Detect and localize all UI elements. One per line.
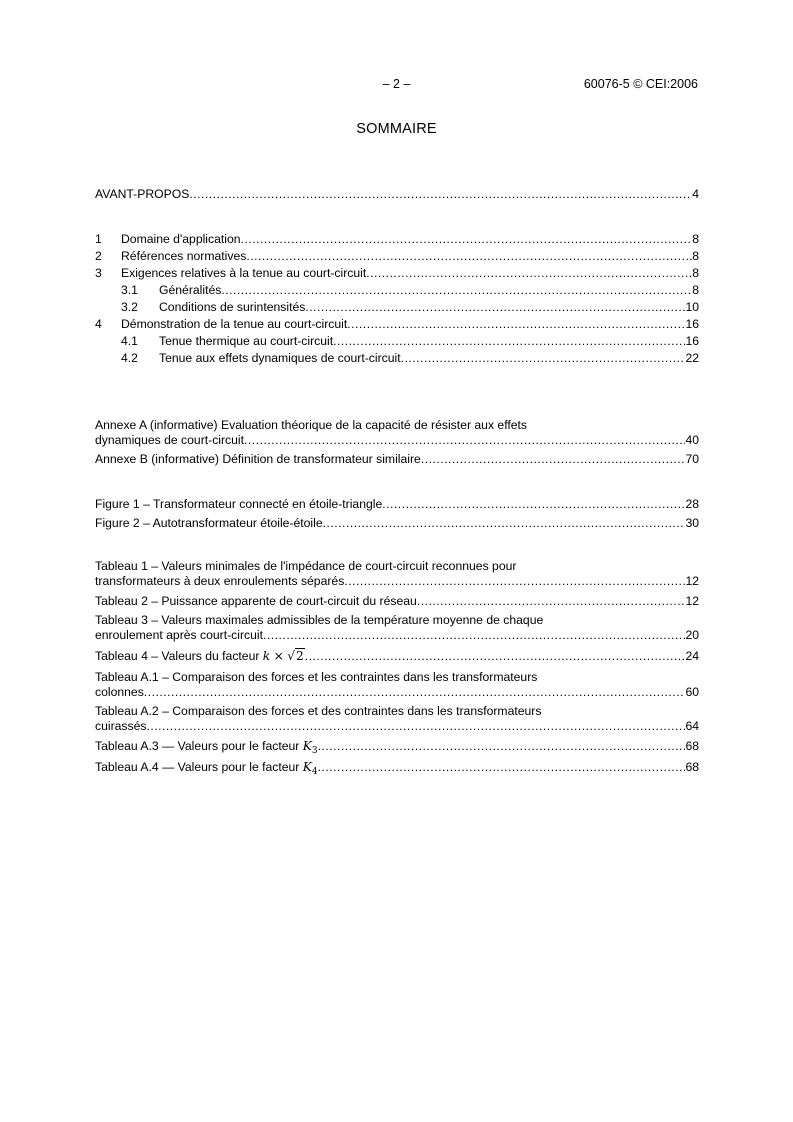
toc-entry-label: Figure 2 – Autotransformateur étoile-étoile (95, 516, 323, 530)
toc-entry-label: Figure 1 – Transformateur connecté en étoile-triangle (95, 497, 383, 511)
toc-page-number: 16 (685, 334, 699, 348)
toc-entry-section-3-1[interactable] (95, 282, 699, 299)
leader-dots (246, 248, 692, 264)
page-header (0, 77, 793, 93)
toc-page-number: 12 (685, 594, 699, 608)
section-number: 2 (95, 249, 102, 263)
toc-entry-table-4[interactable] (95, 648, 699, 667)
toc-tables-block (95, 559, 699, 778)
toc-entry-table-3[interactable] (95, 613, 699, 644)
toc-entry-table-1[interactable] (95, 559, 699, 590)
toc-entry-annex-b[interactable] (95, 451, 699, 468)
leader-dots (382, 496, 685, 512)
toc-entry-label: Exigences relatives à la tenue au court-circuit (121, 266, 367, 280)
math-two: 2 (295, 649, 304, 663)
toc-page-number: 68 (685, 739, 699, 753)
toc-page-number: 10 (685, 300, 699, 314)
toc-page-number: 30 (685, 516, 699, 530)
toc-entry-table-a4[interactable] (95, 759, 699, 778)
toc-entry-table-a1[interactable] (95, 670, 699, 701)
toc-entry-section-3-2[interactable] (95, 299, 699, 316)
document-reference: 60076-5 © CEI:2006 (583, 77, 698, 91)
toc-page-number: 8 (692, 249, 699, 263)
section-number: 3 (95, 266, 102, 280)
toc-page-number: 12 (685, 574, 699, 588)
toc-entry-label: Références normatives (121, 249, 247, 263)
leader-dots (244, 432, 685, 448)
leader-dots (344, 573, 685, 589)
toc-entry-table-a3[interactable] (95, 738, 699, 757)
toc-page-number: 70 (685, 452, 699, 466)
toc-entry-section-4-2[interactable] (95, 350, 699, 367)
toc-entry-label: AVANT-PROPOS (95, 187, 190, 201)
toc-entry-label-line2: transformateurs à deux enroulements séparés (95, 574, 345, 588)
toc-page-number: 24 (685, 649, 699, 663)
toc-entry-label-line2: cuirassés (95, 719, 147, 733)
section-number: 1 (95, 232, 102, 246)
leader-dots (333, 333, 685, 349)
toc-page-number: 60 (685, 685, 699, 699)
math-subscript: 3 (311, 746, 318, 756)
toc-foreword-block (95, 186, 699, 203)
section-number: 4.1 (121, 334, 138, 348)
toc-entry-label: Généralités (159, 283, 222, 297)
math-times: × (273, 649, 284, 663)
toc-entry-figure-1[interactable] (95, 496, 699, 513)
toc-page-number: 8 (692, 232, 699, 246)
math-k: k (262, 649, 271, 663)
toc-entry-label: Tableau A.4 — Valeurs pour le facteur (95, 760, 303, 774)
page-title: SOMMAIRE (356, 121, 437, 137)
section-number: 4.2 (121, 351, 138, 365)
toc-page-number: 4 (692, 187, 699, 201)
toc-entry-label-line1: Annexe A (informative) Evaluation théorique de la capacité de résister aux effets (95, 418, 528, 432)
leader-dots (366, 265, 692, 281)
leader-dots (417, 593, 686, 609)
toc-page-number: 40 (685, 433, 699, 447)
toc-figures-block (95, 496, 699, 532)
toc-page-number: 28 (685, 497, 699, 511)
toc-entry-annex-a[interactable] (95, 418, 699, 449)
toc-annexes-block (95, 418, 699, 468)
toc-page-number: 16 (685, 317, 699, 331)
leader-dots (323, 515, 686, 531)
section-number: 4 (95, 317, 102, 331)
toc-page-number: 8 (692, 266, 699, 280)
sqrt-symbol: √ (287, 649, 295, 663)
toc-entry-label: Démonstration de la tenue au court-circuit (121, 317, 348, 331)
toc-entry-section-1[interactable] (95, 231, 699, 248)
toc-entry-label-line1: Tableau A.1 – Comparaison des forces et les contraintes dans les transformateurs (95, 670, 538, 684)
leader-dots (221, 282, 692, 298)
toc-entry-section-4-1[interactable] (95, 333, 699, 350)
toc-page-number: 64 (685, 719, 699, 733)
toc-page-number: 68 (685, 760, 699, 774)
toc-entry-table-a2[interactable] (95, 704, 699, 735)
math-K: K (302, 760, 312, 774)
toc-entry-label-line1: Tableau 3 – Valeurs maximales admissibles de la température moyenne de chaque (95, 613, 544, 627)
toc-entry-label: Annexe B (informative) Définition de transformateur similaire (95, 452, 421, 466)
toc-entry-section-4[interactable] (95, 316, 699, 333)
math-K: K (302, 739, 312, 753)
math-subscript: 4 (311, 767, 318, 777)
leader-dots (347, 316, 685, 332)
toc-entry-label: Domaine d'application (121, 232, 241, 246)
toc-entry-label-line1: Tableau A.2 – Comparaison des forces et des contraintes dans les transformateurs (95, 704, 542, 718)
toc-page-number: 20 (685, 628, 699, 642)
toc-entry-foreword[interactable] (95, 186, 699, 203)
leader-dots (241, 231, 693, 247)
leader-dots (305, 648, 686, 664)
toc-entry-label-line1: Tableau 1 – Valeurs minimales de l'impédance de court-circuit reconnues pour (95, 559, 517, 573)
toc-entry-label: Tenue thermique au court-circuit (159, 334, 334, 348)
leader-dots (318, 759, 686, 775)
section-number: 3.1 (121, 283, 138, 297)
toc-entry-label-line2: colonnes (95, 685, 144, 699)
leader-dots (401, 350, 686, 366)
leader-dots (421, 451, 686, 467)
toc-page-number: 22 (685, 351, 699, 365)
toc-entry-label-line2: enroulement après court-circuit (95, 628, 263, 642)
page-number: – 2 – (382, 77, 411, 91)
leader-dots (146, 718, 685, 734)
leader-dots (305, 299, 685, 315)
toc-entry-label: Tenue aux effets dynamiques de court-circuit (159, 351, 401, 365)
toc-entry-label: Tableau 4 – Valeurs du facteur (95, 649, 263, 663)
toc-sections-block (95, 231, 699, 367)
leader-dots (318, 738, 686, 754)
toc-entry-label: Tableau 2 – Puissance apparente de court-circuit du réseau (95, 594, 417, 608)
leader-dots (263, 627, 685, 643)
toc-entry-section-3[interactable] (95, 265, 699, 282)
section-number: 3.2 (121, 300, 138, 314)
leader-dots (144, 684, 686, 700)
toc-page-number: 8 (692, 283, 699, 297)
toc-entry-label-line2: dynamiques de court-circuit (95, 433, 245, 447)
toc-entry-figure-2[interactable] (95, 515, 699, 532)
toc-entry-section-2[interactable] (95, 248, 699, 265)
toc-entry-table-2[interactable] (95, 593, 699, 610)
toc-entry-label: Conditions de surintensités (159, 300, 306, 314)
leader-dots (189, 186, 692, 202)
toc-entry-label: Tableau A.3 — Valeurs pour le facteur (95, 739, 303, 753)
